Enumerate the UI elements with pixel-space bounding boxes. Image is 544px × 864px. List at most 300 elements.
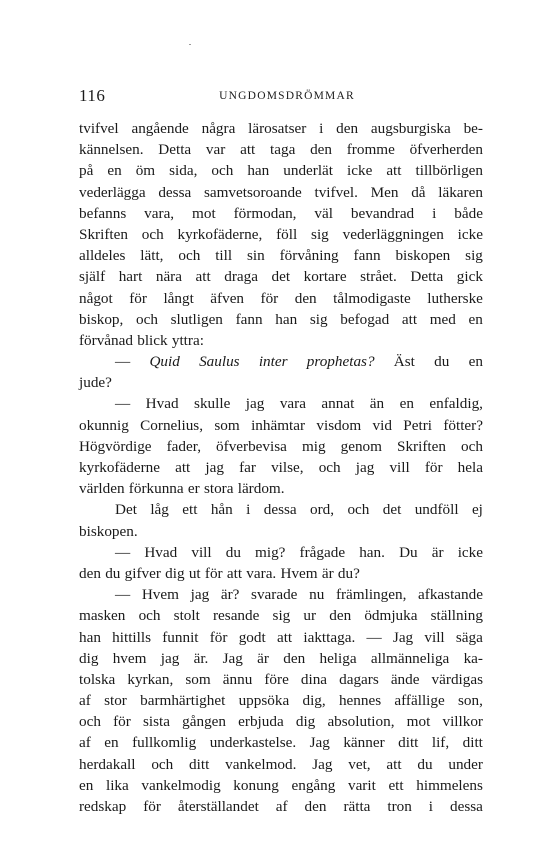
word: att bbox=[175, 459, 191, 476]
text-line bbox=[79, 245, 483, 266]
word: för bbox=[204, 564, 223, 582]
word: sig bbox=[465, 247, 483, 265]
word: affällige bbox=[394, 692, 445, 710]
word: du bbox=[417, 755, 433, 773]
word: underkastelse. bbox=[209, 734, 297, 752]
word: Hvad bbox=[144, 543, 178, 561]
word: heliga bbox=[319, 649, 357, 667]
word: fromme bbox=[346, 141, 395, 159]
word: angående bbox=[131, 120, 189, 137]
word: Hvem bbox=[141, 586, 179, 604]
word: vara bbox=[279, 395, 306, 413]
word: genom bbox=[340, 437, 382, 455]
text-line bbox=[79, 436, 483, 457]
word: far bbox=[239, 459, 256, 476]
word: absolution, bbox=[327, 713, 395, 731]
word: herdakall bbox=[79, 755, 136, 773]
word: konung bbox=[233, 776, 279, 794]
word: ut bbox=[188, 564, 201, 582]
word: funnit bbox=[162, 628, 199, 646]
word: befanns bbox=[79, 204, 127, 222]
word: föll bbox=[276, 225, 298, 243]
word: son, bbox=[458, 692, 483, 710]
body-text bbox=[79, 118, 483, 817]
word: känner bbox=[343, 734, 385, 752]
text-line bbox=[79, 732, 483, 753]
word: sig bbox=[272, 607, 291, 625]
word: vederläggningen bbox=[342, 225, 444, 243]
word: tillbörligen bbox=[415, 162, 483, 180]
word: lärdom. bbox=[237, 480, 285, 498]
word: be- bbox=[463, 120, 483, 137]
word: vara. bbox=[246, 564, 277, 582]
word: är bbox=[431, 543, 444, 561]
text-line bbox=[79, 288, 483, 309]
word: för bbox=[129, 289, 147, 307]
word: fötter? bbox=[443, 416, 483, 434]
word: vilse, bbox=[271, 459, 304, 476]
word: sida, bbox=[169, 162, 198, 180]
word: fullkomlig bbox=[132, 734, 197, 752]
word: sig bbox=[311, 225, 329, 243]
text-line bbox=[79, 754, 483, 775]
word: Det bbox=[115, 501, 137, 519]
word: tålmodigaste bbox=[333, 289, 411, 307]
word: några bbox=[201, 120, 236, 137]
word: den bbox=[283, 649, 306, 667]
word: draga bbox=[224, 268, 258, 286]
word: tolska bbox=[79, 670, 116, 688]
word: att bbox=[240, 141, 256, 159]
word: att bbox=[195, 268, 211, 286]
word: tvifvel bbox=[79, 120, 119, 137]
word: — bbox=[115, 586, 131, 604]
word: af bbox=[79, 734, 91, 752]
word: och bbox=[178, 247, 201, 265]
word: strået. bbox=[360, 268, 397, 286]
word: er bbox=[187, 480, 200, 498]
word: då bbox=[411, 183, 426, 201]
text-line bbox=[79, 182, 483, 203]
word: förvåning bbox=[279, 247, 339, 265]
word: ett bbox=[388, 776, 404, 794]
word: stor bbox=[104, 692, 127, 710]
word: — bbox=[115, 543, 131, 561]
word: för bbox=[113, 713, 131, 731]
word: dessa bbox=[449, 798, 483, 815]
word: han bbox=[275, 310, 298, 328]
word: mig? bbox=[255, 543, 286, 561]
word: Petri bbox=[403, 416, 432, 434]
text-line bbox=[79, 309, 483, 330]
word: och bbox=[318, 459, 341, 476]
word: dagars bbox=[339, 670, 379, 688]
word: den bbox=[79, 564, 101, 582]
word: Jag bbox=[222, 649, 243, 667]
word: ände bbox=[390, 670, 420, 688]
text-line bbox=[79, 563, 483, 584]
word: det bbox=[382, 501, 402, 519]
word: är bbox=[257, 649, 269, 667]
word: och bbox=[347, 501, 370, 519]
word: och bbox=[141, 225, 164, 243]
word: nära bbox=[155, 268, 182, 286]
word: varit bbox=[347, 776, 376, 794]
word: inhämtar bbox=[251, 416, 306, 434]
word: gick bbox=[456, 268, 483, 286]
word: kännelsen. bbox=[79, 141, 144, 159]
word: världen bbox=[79, 480, 125, 498]
word: förkunna bbox=[128, 480, 184, 498]
word: och bbox=[211, 162, 234, 180]
word: Cornelius, bbox=[140, 416, 204, 434]
word: biskopen. bbox=[79, 522, 138, 540]
word: frågade bbox=[299, 543, 346, 561]
word: vill bbox=[424, 628, 445, 646]
word: vederlägga bbox=[79, 183, 146, 201]
word: öfverherden bbox=[409, 141, 483, 159]
word: icke bbox=[347, 162, 373, 180]
word: samvetsoroande bbox=[203, 183, 302, 201]
word: icke bbox=[457, 225, 483, 243]
word: tron bbox=[387, 798, 412, 815]
word: allmänneliga bbox=[370, 649, 450, 667]
word: befogad bbox=[340, 310, 390, 328]
word: taga bbox=[270, 141, 296, 159]
word: och bbox=[79, 713, 101, 731]
paper-speck bbox=[189, 44, 191, 45]
text-line bbox=[79, 266, 483, 287]
word: lif, bbox=[431, 734, 450, 752]
word: mig bbox=[301, 437, 326, 455]
word: ka- bbox=[463, 649, 483, 667]
word: vara, bbox=[144, 204, 175, 222]
word: att bbox=[386, 755, 402, 773]
text-line bbox=[79, 542, 483, 563]
word: lika bbox=[105, 776, 129, 794]
word: Äst bbox=[393, 353, 415, 371]
running-title: UNGDOMSDRÖMMAR bbox=[219, 90, 355, 102]
word: en bbox=[468, 353, 483, 371]
word: att bbox=[226, 564, 243, 582]
text-line bbox=[79, 118, 483, 139]
word: än bbox=[369, 395, 385, 413]
page-header bbox=[79, 86, 483, 108]
word: Du bbox=[399, 543, 418, 561]
word: sista bbox=[142, 713, 170, 731]
word: den bbox=[304, 798, 327, 815]
text-line bbox=[79, 203, 483, 224]
word: som bbox=[214, 416, 240, 434]
word: Jag bbox=[309, 734, 330, 752]
word: ödmjuka bbox=[364, 607, 418, 625]
italic-word: Quid bbox=[149, 353, 180, 371]
word: långt bbox=[163, 289, 194, 307]
word: dina bbox=[300, 670, 328, 688]
word: läkaren bbox=[438, 183, 483, 201]
word: skulle bbox=[194, 395, 231, 413]
word: öfverbevisa bbox=[216, 437, 287, 455]
word: sig bbox=[309, 310, 328, 328]
word: masken bbox=[79, 607, 126, 625]
word: för bbox=[143, 798, 161, 815]
word: och bbox=[151, 755, 174, 773]
word: säga bbox=[455, 628, 483, 646]
word: i bbox=[432, 204, 437, 222]
word: något bbox=[79, 289, 113, 307]
word: enfaldig, bbox=[429, 395, 483, 413]
word: för bbox=[209, 628, 228, 646]
text-line bbox=[79, 393, 483, 414]
word: är bbox=[321, 564, 334, 582]
word: i bbox=[319, 120, 324, 137]
word: annat bbox=[321, 395, 355, 413]
word: undföll bbox=[414, 501, 459, 519]
word: och bbox=[135, 310, 158, 328]
word: gifver bbox=[124, 564, 161, 582]
word: ord, bbox=[310, 501, 335, 519]
word: vet, bbox=[348, 755, 371, 773]
word: dig bbox=[79, 649, 99, 667]
word: jag bbox=[355, 459, 375, 476]
word: himmelens bbox=[416, 776, 483, 794]
word: för bbox=[424, 459, 443, 476]
word: en bbox=[104, 734, 119, 752]
word: återställandet bbox=[177, 798, 259, 815]
word: biskopen bbox=[395, 247, 451, 265]
text-line bbox=[79, 499, 483, 520]
word: hennes bbox=[338, 692, 382, 710]
word: resande bbox=[212, 607, 260, 625]
word: Hvem bbox=[280, 564, 318, 582]
word: svarade bbox=[251, 586, 298, 604]
word: erbjuda bbox=[238, 713, 284, 731]
word: i bbox=[428, 798, 434, 815]
word: förvånad bbox=[79, 331, 133, 349]
word: okunnig bbox=[79, 416, 129, 434]
word: förmodan, bbox=[233, 204, 297, 222]
page-number: 116 bbox=[79, 86, 106, 105]
word: själf bbox=[79, 268, 106, 286]
text-line bbox=[79, 648, 483, 669]
word: engång bbox=[291, 776, 336, 794]
text-line bbox=[79, 224, 483, 245]
word: dessa bbox=[263, 501, 297, 519]
word: hela bbox=[457, 459, 483, 476]
text-line bbox=[79, 796, 483, 817]
word: för bbox=[260, 289, 279, 307]
word: är. bbox=[193, 649, 209, 667]
text-line bbox=[79, 351, 483, 372]
word: — bbox=[115, 353, 131, 371]
word: Jag bbox=[392, 628, 414, 646]
word: han bbox=[247, 162, 270, 180]
word: alldeles bbox=[79, 247, 126, 265]
word: en bbox=[79, 776, 94, 794]
word: tvifvel. bbox=[314, 183, 358, 201]
word: vankelmod. bbox=[225, 755, 297, 773]
word: under bbox=[448, 755, 483, 773]
word: iakttaga. bbox=[303, 628, 356, 646]
word: biskop, bbox=[79, 310, 124, 328]
italic-word: prophetas? bbox=[306, 353, 375, 371]
word: augsburgiska bbox=[370, 120, 451, 137]
word: hittills bbox=[112, 628, 151, 646]
word: kyrkan, bbox=[127, 670, 174, 688]
word: hvem bbox=[112, 649, 147, 667]
word: och bbox=[138, 607, 161, 625]
word: lutherske bbox=[427, 289, 483, 307]
word: ännu bbox=[222, 670, 253, 688]
text-line bbox=[79, 330, 483, 351]
word: före bbox=[264, 670, 289, 688]
word: du? bbox=[337, 564, 360, 582]
word: yttra: bbox=[171, 331, 204, 349]
word: jag bbox=[205, 459, 224, 476]
word: vid bbox=[372, 416, 392, 434]
word: Jag bbox=[312, 755, 333, 773]
word: en bbox=[107, 162, 122, 180]
word: icke bbox=[457, 543, 483, 561]
word: ställning bbox=[430, 607, 483, 625]
word: den bbox=[336, 120, 359, 137]
word: ditt bbox=[189, 755, 210, 773]
word: äfven bbox=[210, 289, 245, 307]
word: uppsöka bbox=[238, 692, 290, 710]
word: mot bbox=[192, 204, 216, 222]
word: ur bbox=[303, 607, 317, 625]
text-line bbox=[79, 415, 483, 436]
word: visdom bbox=[316, 416, 362, 434]
word: dessa bbox=[158, 183, 192, 201]
word: både bbox=[454, 204, 483, 222]
word: fann bbox=[235, 310, 263, 328]
word: i bbox=[246, 501, 251, 519]
word: af bbox=[79, 692, 91, 710]
word: han. bbox=[359, 543, 385, 561]
word: stolt bbox=[173, 607, 200, 625]
word: du bbox=[105, 564, 121, 582]
text-line bbox=[79, 627, 483, 648]
word: den bbox=[329, 607, 352, 625]
word: jag bbox=[245, 395, 265, 413]
word: att bbox=[401, 310, 418, 328]
word: ej bbox=[471, 501, 483, 519]
word: som bbox=[185, 670, 211, 688]
word: väl bbox=[314, 204, 333, 222]
word: ditt bbox=[462, 734, 483, 752]
word: jag bbox=[160, 649, 180, 667]
text-line bbox=[79, 457, 483, 478]
word: ditt bbox=[398, 734, 419, 752]
word: fann bbox=[353, 247, 381, 265]
text-line bbox=[79, 711, 483, 732]
word: afkastande bbox=[418, 586, 483, 604]
word: Högvördige bbox=[79, 437, 152, 455]
word: nu bbox=[309, 586, 325, 604]
word: sin bbox=[246, 247, 265, 265]
word: att bbox=[276, 628, 293, 646]
word: den bbox=[310, 141, 332, 159]
text-line bbox=[79, 775, 483, 796]
word: Men bbox=[370, 183, 399, 201]
word: en bbox=[399, 395, 414, 413]
word: lärosatser bbox=[248, 120, 307, 137]
word: mot bbox=[406, 713, 431, 731]
word: rätta bbox=[343, 798, 371, 815]
text-line bbox=[79, 521, 483, 542]
word: underlät bbox=[283, 162, 334, 180]
word: jag bbox=[190, 586, 210, 604]
word: vill bbox=[389, 459, 410, 476]
text-line bbox=[79, 669, 483, 690]
word: redskap bbox=[79, 798, 127, 815]
text-line bbox=[79, 372, 483, 393]
word: kyrkofäderne, bbox=[177, 225, 263, 243]
word: dig, bbox=[302, 692, 326, 710]
word: han bbox=[79, 628, 101, 646]
word: var bbox=[205, 141, 226, 159]
word: — bbox=[115, 395, 131, 413]
word: barmhärtighet bbox=[140, 692, 226, 710]
word: att bbox=[386, 162, 402, 180]
word: du bbox=[225, 543, 241, 561]
word: jude? bbox=[79, 374, 112, 392]
word: vill bbox=[191, 543, 212, 561]
word: ett bbox=[182, 501, 198, 519]
italic-word: inter bbox=[258, 353, 288, 371]
word: hån bbox=[210, 501, 233, 519]
word: är? bbox=[220, 586, 240, 604]
word: blick bbox=[137, 331, 168, 349]
word: vankelmodig bbox=[141, 776, 221, 794]
word: — bbox=[366, 628, 382, 646]
word: kortare bbox=[303, 268, 347, 286]
text-line bbox=[79, 478, 483, 499]
word: till bbox=[215, 247, 233, 265]
word: gången bbox=[182, 713, 226, 731]
word: dig bbox=[295, 713, 316, 731]
word: slutligen bbox=[170, 310, 223, 328]
word: kyrkofäderne bbox=[79, 459, 160, 476]
word: godt bbox=[238, 628, 266, 646]
word: låg bbox=[150, 501, 169, 519]
word: främlingen, bbox=[335, 586, 407, 604]
word: stora bbox=[203, 480, 234, 498]
word: dig bbox=[165, 564, 185, 582]
text-line bbox=[79, 139, 483, 160]
text-line bbox=[79, 605, 483, 626]
word: Skriften bbox=[397, 437, 446, 455]
text-line bbox=[79, 690, 483, 711]
word: den bbox=[294, 289, 317, 307]
word: värdigas bbox=[431, 670, 483, 688]
word: en bbox=[468, 310, 483, 328]
word: bevandrad bbox=[350, 204, 415, 222]
word: af bbox=[275, 798, 288, 815]
word: fader, bbox=[166, 437, 201, 455]
word: Detta bbox=[410, 268, 444, 286]
word: du bbox=[434, 353, 450, 371]
word: med bbox=[429, 310, 456, 328]
italic-word: Saulus bbox=[199, 353, 240, 371]
text-line bbox=[79, 160, 483, 181]
word: det bbox=[271, 268, 291, 286]
word: villkor bbox=[442, 713, 483, 731]
word: öm bbox=[135, 162, 156, 180]
word: på bbox=[79, 162, 94, 180]
word: Hvad bbox=[145, 395, 179, 413]
